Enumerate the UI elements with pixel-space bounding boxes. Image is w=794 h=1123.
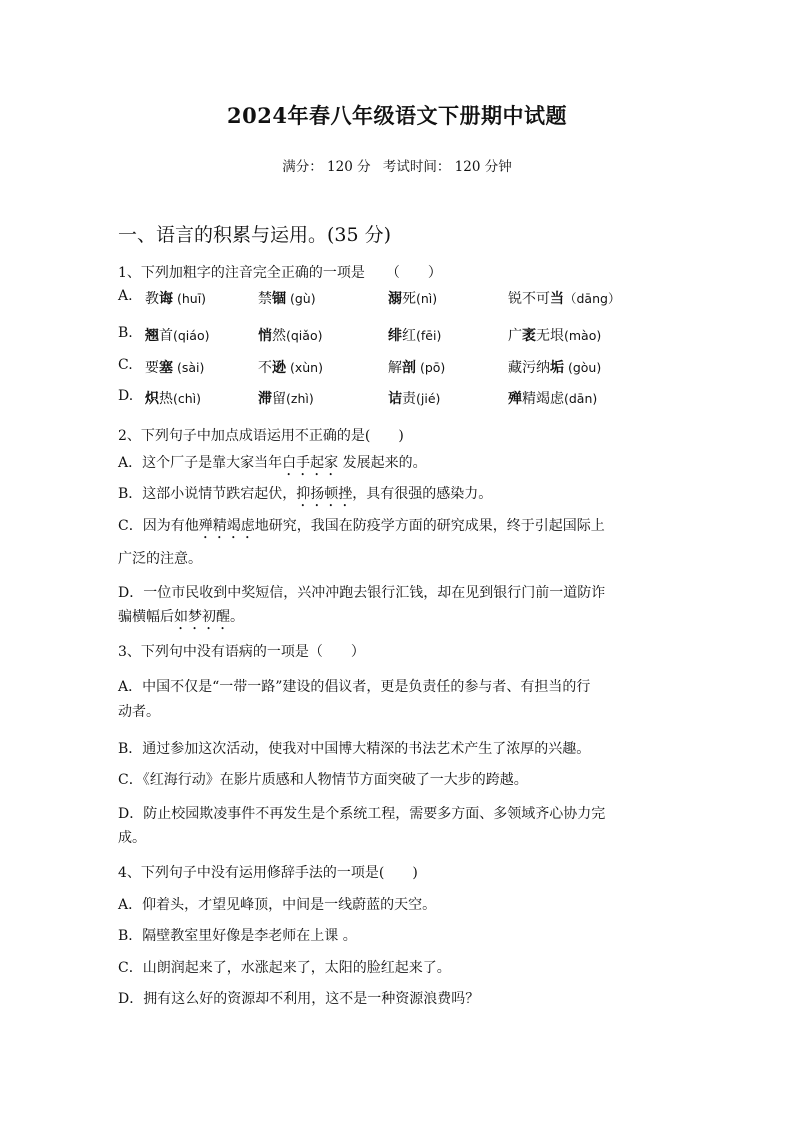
q3-stem: 3、下列句中没有语病的一项是（ ）	[118, 644, 365, 660]
q1-option-word: 禁锢 (gù)	[258, 291, 316, 307]
q1-bold-char: 滞	[258, 391, 272, 407]
q1-pinyin: (jié)	[416, 391, 441, 406]
q1-pinyin: (dān)	[564, 391, 598, 406]
q1-bold-char: 当	[550, 291, 564, 307]
q1-option-word: 炽热(chì)	[145, 391, 202, 407]
q1-option-label: D.	[118, 388, 134, 404]
q1-pinyin: (gù)	[286, 291, 316, 306]
q1-pinyin: (xùn)	[286, 360, 323, 375]
q1-pinyin: (gòu)	[564, 360, 602, 375]
q3-option-a-line2: 动者。	[118, 704, 160, 720]
q1-bold-char: 垢	[550, 360, 564, 376]
q1-pinyin: (fēi)	[416, 328, 442, 343]
q3-option-b: B．通过参加这次活动，使我对中国博大精深的书法艺术产生了浓厚的兴趣。	[118, 741, 591, 757]
q1-option-word: 滞留(zhì)	[258, 391, 314, 407]
q1-option-label: A.	[118, 288, 133, 304]
q1-option-label: B.	[118, 325, 133, 341]
q1-pinyin: (chì)	[173, 391, 202, 406]
q1-pinyin: (qiáo)	[173, 328, 210, 343]
page-title: 2024年春八年级语文下册期中试题	[227, 103, 567, 128]
q2-a-idiom: 白手起家	[282, 455, 339, 471]
q3-option-d-line1: D．防止校园欺凌事件不再发生是个系统工程，需要多方面、多领域齐心协力完	[118, 806, 606, 822]
q1-option-word: 诘责(jié)	[388, 391, 441, 407]
q1-pinyin: （dāng）	[564, 291, 621, 306]
q1-bold-char: 逊	[272, 360, 286, 376]
q1-option-word: 不逊 (xùn)	[258, 360, 323, 376]
q1-bold-char: 殚	[508, 391, 522, 407]
q1-bold-char: 溺	[388, 291, 402, 307]
section-heading: 一、语言的积累与运用。(35 分)	[118, 224, 392, 246]
full-score: 满分： 120 分	[282, 159, 371, 175]
q1-option-label: C.	[118, 357, 133, 373]
q1-option-word: 锐不可当（dāng）	[508, 291, 621, 307]
q1-pinyin: (sài)	[173, 360, 205, 375]
q1-bold-char: 悄	[258, 328, 272, 344]
q2-stem: 2、下列句子中加点成语运用不正确的是( )	[118, 428, 404, 444]
q2-b-idiom: 抑扬顿挫	[296, 486, 353, 502]
q1-option-word: 藏污纳垢 (gòu)	[508, 360, 602, 376]
q4-option-d: D．拥有这么好的资源却不利用，这不是一种资源浪费吗？	[118, 991, 480, 1007]
q1-bold-char: 剖	[402, 360, 416, 376]
q3-option-c: C．《红海行动》在影片质感和人物情节方面突破了一大步的跨越。	[118, 772, 528, 788]
q2-d-idiom: 如梦初醒	[174, 609, 230, 625]
q1-option-word: 教诲 (huī)	[145, 291, 207, 307]
q2-option-d-line1: D．一位市民收到中奖短信，兴冲冲跑去银行汇钱，却在见到银行门前一道防诈	[118, 585, 606, 601]
q2-c-idiom: 殚精竭虑	[198, 518, 255, 534]
q1-bold-char: 袤	[522, 328, 536, 344]
q4-option-c: C．山朗润起来了，水涨起来了，太阳的脸红起来了。	[118, 960, 451, 976]
q1-bold-char: 诲	[159, 291, 173, 307]
q1-pinyin: (nì)	[416, 291, 438, 306]
q1-bold-char: 翘	[145, 328, 159, 344]
exam-time: 考试时间： 120 分钟	[382, 159, 512, 175]
q1-stem: 1、下列加粗字的注音完全正确的一项是 （ ）	[118, 265, 442, 281]
q1-option-word: 广袤无垠(mào)	[508, 328, 602, 344]
q2-option-d-line2: 骗横幅后如梦初醒。	[118, 609, 244, 625]
q4-option-a: A．仰着头，才望见峰顶，中间是一线蔚蓝的天空。	[118, 897, 437, 913]
q2-option-b: B．这部小说情节跌宕起伏，抑扬顿挫，具有很强的感染力。	[118, 486, 493, 502]
q1-option-word: 溺死(nì)	[388, 291, 438, 307]
q4-option-b: B．隔壁教室里好像是李老师在上课 。	[118, 928, 357, 944]
q4-stem: 4、下列句子中没有运用修辞手法的一项是( )	[118, 865, 418, 881]
q2-option-c-line2: 广泛的注意。	[118, 551, 202, 567]
q1-option-word: 殚精竭虑(dān)	[508, 391, 598, 407]
q2-option-c-line1: C．因为有他殚精竭虑地研究，我国在防疫学方面的研究成果，终于引起国际上	[118, 518, 605, 534]
q1-option-word: 悄然(qiǎo)	[258, 328, 323, 344]
q1-bold-char: 绯	[388, 328, 402, 344]
q1-option-word: 要塞 (sài)	[145, 360, 205, 376]
q2-option-a: A．这个厂子是靠大家当年白手起家 发展起来的。	[118, 455, 427, 471]
exam-meta	[0, 155, 794, 175]
q1-bold-char: 炽	[145, 391, 159, 407]
q1-pinyin: (huī)	[173, 291, 207, 306]
q1-option-word: 翘首(qiáo)	[145, 328, 210, 344]
q3-option-d-line2: 成。	[118, 830, 146, 846]
q3-option-a-line1: A．中国不仅是“一带一路”建设的倡议者，更是负责任的参与者、有担当的行	[118, 679, 591, 695]
q1-option-word: 绯红(fēi)	[388, 328, 442, 344]
q1-bold-char: 塞	[159, 360, 173, 376]
q1-pinyin: (mào)	[564, 328, 602, 343]
q1-bold-char: 诘	[388, 391, 402, 407]
q1-pinyin: (pō)	[416, 360, 446, 375]
q1-bold-char: 锢	[272, 291, 286, 307]
q1-option-word: 解剖 (pō)	[388, 360, 446, 376]
q1-pinyin: (qiǎo)	[286, 328, 323, 343]
q1-pinyin: (zhì)	[286, 391, 314, 406]
